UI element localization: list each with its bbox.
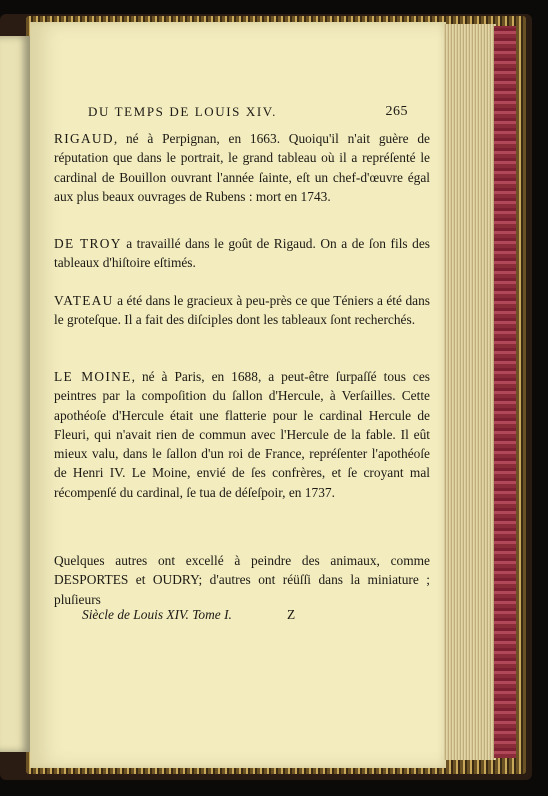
facing-page-edge	[0, 36, 30, 752]
paragraph-text: , né à Paris, en 1688, a peut-être ſurpaſſé tous ces peintres par la compoſition du ſallon d'Hercule, à Verſailles. Cette apothéoſe d'Hercule était une flatterie pour le cardinal Hercule de Fleuri, qui n'avait rien de commun avec l'Hercule de la fable. Il eût mieux valu, dans le ſallon d'un roi de France, repréſenter l'apothéoſe de Henri IV. Le Moine, envié de ſes confrères, et ſe croyant mal récompenſé du cardinal, ſe tua de déſeſpoir, en 1737.	[54, 369, 430, 500]
signature-mark: Z	[287, 607, 296, 622]
red-sprinkled-edge	[494, 26, 516, 758]
paragraph-rigaud	[54, 129, 430, 206]
signature-line: Siècle de Louis XIV. Tome I.	[82, 607, 232, 622]
paragraph-lead: LE MOINE	[54, 369, 132, 384]
paragraph-le-moine	[54, 367, 430, 502]
paragraph-lead: RIGAUD	[54, 131, 114, 146]
page-footer	[82, 607, 342, 623]
paragraph-de-troy	[54, 234, 430, 273]
paragraph-lead: VATEAU	[54, 293, 114, 308]
running-header	[88, 104, 408, 120]
paragraph-text: a été dans le gracieux à peu-près ce que Téniers a été dans le groteſque. Il a fait des diſciples dont les tableaux ſont recherchés.	[54, 293, 430, 328]
paragraph-lead: DE TROY	[54, 236, 122, 251]
paragraph-text: a travaillé dans le goût de Rigaud. On a de ſon fils des tableaux d'hiſtoire eſtimés.	[54, 236, 430, 271]
paragraph-text: Quelques autres ont excellé à peindre des animaux, comme DESPORTES et OUDRY; d'autres ont réüſſi dans la miniature ; pluſieurs	[54, 553, 430, 607]
running-title: DU TEMPS DE LOUIS XIV.	[88, 104, 277, 119]
page-block-edges	[444, 24, 496, 760]
paragraph-text: , né à Perpignan, en 1663. Quoiqu'il n'ait guère de réputation que dans le portrait, le grand tableau où il a repréſenté le cardinal de Bouillon ouvrant l'année ſainte, eſt un chef-d'œuvre égal aux plus beaux ouvrages de Rubens : mort en 1743.	[54, 131, 430, 204]
page-number: 265	[385, 104, 408, 119]
paragraph-others	[54, 551, 430, 609]
paragraph-vateau	[54, 291, 430, 330]
